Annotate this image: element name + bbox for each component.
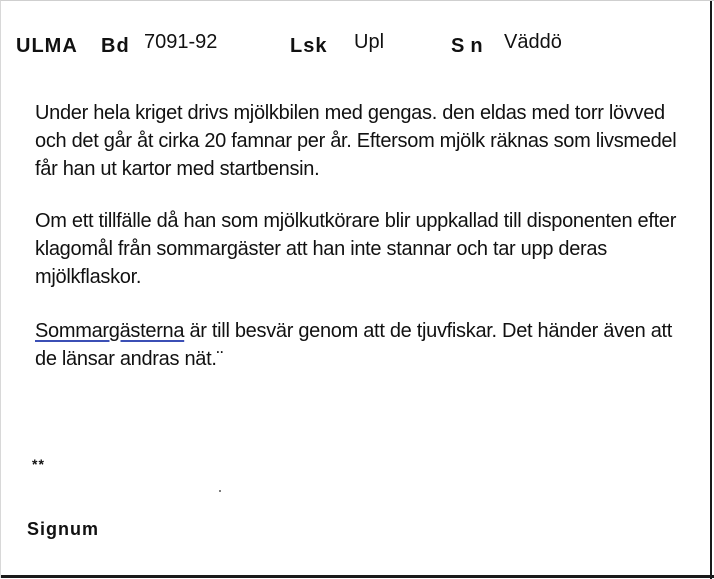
paragraph-2: Om ett tillfälle då han som mjölkutkörare blir uppkallad till disponenten efter klagomål från sommargäster att han inte stannar och tar upp deras mjölkflaskor. — [35, 210, 677, 288]
bd-value: 7091-92 — [144, 31, 218, 53]
sn-value: Väddö — [504, 31, 562, 53]
underlined-word: Sommargästerna — [35, 320, 185, 342]
signum-label: Signum — [27, 519, 99, 539]
stars-marker: ** — [32, 456, 45, 472]
lsk-value: Upl — [354, 31, 385, 53]
paragraph-3 — [35, 317, 695, 373]
lsk-label: Lsk — [290, 35, 328, 57]
archive-label: ULMA — [16, 35, 78, 57]
card-right-edge — [710, 1, 712, 579]
bd-label: Bd — [101, 35, 130, 57]
paragraph-1: Under hela kriget drivs mjölkbilen med gengas. den eldas med torr lövved och det går åt cirka 20 famnar per år. Eftersom mjölk räknas som livsmedel får han ut kartor med startbensin. — [35, 102, 677, 180]
sn-label: Sn — [451, 35, 489, 57]
paragraph-3-text: är till besvär genom att de tjuvfiskar. Det händer även att de länsar andras nät.¨ — [35, 320, 673, 370]
speck — [219, 490, 221, 492]
